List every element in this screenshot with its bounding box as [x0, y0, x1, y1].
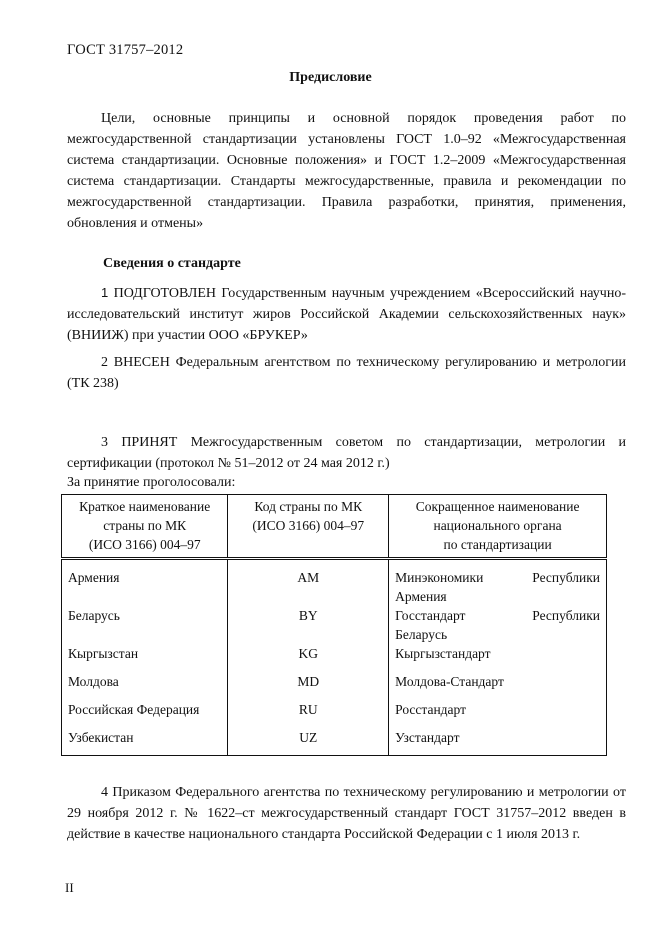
- item-1-number: 1: [101, 285, 109, 300]
- code-cell: KG: [228, 644, 389, 672]
- body-cell: Госстандарт Республики Беларусь: [389, 606, 607, 644]
- item-1-text: ПОДГОТОВЛЕН Государственным научным учреждением «Всероссийский научно-исследовательский институт жиров Российской Академии сельскохозяйственных наук» (ВНИИЖ) при участии ООО «БРУКЕР»: [67, 286, 626, 343]
- code-cell: AM: [228, 559, 389, 607]
- header-standards-body: Сокращенное наименование национального органа по стандартизации: [389, 495, 607, 559]
- code-cell: RU: [228, 700, 389, 728]
- header-country-name: Краткое наименование страны по МК (ИСО 3166) 004–97: [62, 495, 228, 559]
- table-row: [62, 672, 607, 700]
- item-2-paragraph: 2 ВНЕСЕН Федеральным агентством по техническому регулированию и метрологии (ТК 238): [67, 355, 626, 391]
- table-row: [62, 559, 607, 607]
- standard-info-heading: Сведения о стандарте: [103, 256, 241, 271]
- item-1-paragraph: [67, 282, 626, 346]
- body-cell: Минэкономики Республики Армения: [389, 559, 607, 607]
- table-header-row: [62, 495, 607, 559]
- code-cell: UZ: [228, 728, 389, 756]
- header-country-code: Код страны по МК (ИСО 3166) 004–97: [228, 495, 389, 559]
- country-cell: Узбекистан: [62, 728, 228, 756]
- body-cell: Узстандарт: [389, 728, 607, 756]
- document-header: ГОСТ 31757–2012: [67, 42, 184, 58]
- body-cell: Росстандарт: [389, 700, 607, 728]
- country-cell: Беларусь: [62, 606, 228, 644]
- item-4-paragraph: 4 Приказом Федерального агентства по техническому регулированию и метрологии от 29 ноября 2012 г. № 1622–ст межгосударственный стандарт ГОСТ 31757–2012 введен в действие в качестве национального стандарта Российской Федерации с 1 июля 2013 г.: [67, 785, 626, 842]
- code-cell: MD: [228, 672, 389, 700]
- page-number: II: [65, 880, 74, 895]
- voted-label: За принятие проголосовали:: [67, 475, 236, 490]
- table-row: [62, 644, 607, 672]
- country-cell: Российская Федерация: [62, 700, 228, 728]
- item-3-paragraph: 3 ПРИНЯТ Межгосударственным советом по стандартизации, метрологии и сертификации (протокол № 51–2012 от 24 мая 2012 г.): [67, 435, 626, 471]
- table-row: [62, 700, 607, 728]
- intro-paragraph: Цели, основные принципы и основной порядок проведения работ по межгосударственной стандартизации установлены ГОСТ 1.0–92 «Межгосударственная система стандартизации. Основные положения» и ГОСТ 1.2–2009 «Межгосударственная система стандартизации. Стандарты межгосударственные, правила и рекомендации по межгосударственной стандартизации. Правила разработки, принятия, применения, обновления и отмены»: [67, 111, 626, 231]
- body-cell: Кыргызстандарт: [389, 644, 607, 672]
- table-row: [62, 606, 607, 644]
- member-states-table: [61, 494, 607, 756]
- country-cell: Кыргызстан: [62, 644, 228, 672]
- foreword-title: Предисловие: [289, 70, 372, 85]
- body-cell: Молдова-Стандарт: [389, 672, 607, 700]
- country-cell: Армения: [62, 559, 228, 607]
- table-row: [62, 728, 607, 756]
- code-cell: BY: [228, 606, 389, 644]
- country-cell: Молдова: [62, 672, 228, 700]
